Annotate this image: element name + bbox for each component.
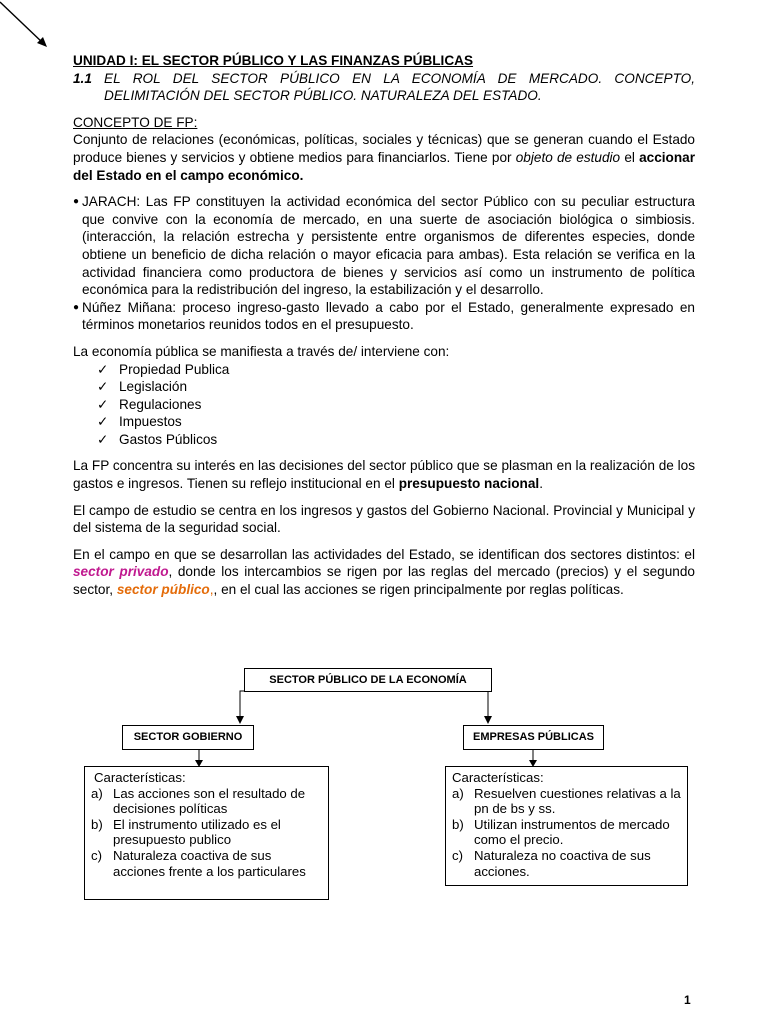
list-item: a) Resuelven cuestiones relativas a la pn de bs y ss. xyxy=(452,785,681,817)
sectores-paragraph: En el campo en que se desarrollan las actividades del Estado, se identifican dos sectores distintos: el sector privado, donde los intercambios se rigen por las reglas del mercado (precios) y el segundo sector, sector público,, en el cual las acciones se rigen principalmente por reglas políticas. xyxy=(73,546,695,598)
list-item: a) Las acciones son el resultado de decisiones políticas xyxy=(91,785,306,817)
section-subtitle-text: EL ROL DEL SECTOR PÚBLICO EN LA ECONOMÍA DE MERCADO. CONCEPTO, DELIMITACIÓN DEL SECTOR PÚBLICO. NATURALEZA DEL ESTADO. xyxy=(104,70,695,104)
empresas-publicas-box: EMPRESAS PÚBLICAS xyxy=(463,725,604,750)
economia-intro: La economía pública se manifiesta a través de/ interviene con: xyxy=(73,343,450,359)
list-item: ✓ Gastos Públicos xyxy=(97,431,218,447)
checkmark-icon: ✓ xyxy=(97,361,109,377)
root-box: SECTOR PÚBLICO DE LA ECONOMÍA xyxy=(244,668,492,692)
list-item: c) Naturaleza no coactiva de sus acciones. xyxy=(452,847,651,879)
list-item: ✓ Propiedad Publica xyxy=(97,361,230,377)
characteristics-list xyxy=(91,786,322,880)
section-number: 1.1 xyxy=(73,70,92,86)
checkmark-icon: ✓ xyxy=(97,396,109,412)
gobierno-characteristics-box xyxy=(84,766,329,900)
checkmark-icon: ✓ xyxy=(97,379,109,395)
list-item: ✓ Regulaciones xyxy=(97,396,202,412)
characteristics-heading: Características: xyxy=(452,770,544,785)
characteristics-heading: Características: xyxy=(94,770,186,785)
bullet-jarach: ● JARACH: Las FP constituyen la actividad económica del sector Público con su peculiar estructura que convive con la economía de mercado, en una suerte de asociación biológica o simbiosis. (interacción, la relación estrecha y persistente entre organismos de diferentes especies, donde obtiene un beneficio de dicha relación o mayor eficacia para ambas). Esta relación se verifica en la actividad financiera como productora de bienes y servicios así como un instrumento de política económica para la redistribución del ingreso, la estabilización y el desarrollo. xyxy=(73,194,695,298)
list-item: b) Utilizan instrumentos de mercado como el precio. xyxy=(452,816,670,848)
sector-gobierno-box: SECTOR GOBIERNO xyxy=(122,725,254,750)
unit-title: UNIDAD I: EL SECTOR PÚBLICO Y LAS FINANZAS PÚBLICAS xyxy=(73,53,474,68)
characteristics-list xyxy=(452,786,681,880)
campo-paragraph: El campo de estudio se centra en los ingresos y gastos del Gobierno Nacional. Provincial y Municipal y del sistema de la seguridad social. xyxy=(73,502,695,536)
checkmark-icon: ✓ xyxy=(97,431,109,447)
bullet-nunez-minana: ● Núñez Miñana: proceso ingreso-gasto llevado a cabo por el Estado, generalmente expresado en términos monetarios reunidos todos en el presupuesto. xyxy=(73,299,695,333)
concepto-paragraph: Conjunto de relaciones (económicas, políticas, sociales y técnicas) que se generan cuando el Estado produce bienes y servicios y obtiene medios para financiarlos. Tiene por objeto de estudio el accionar del Estado en el campo económico. xyxy=(73,132,696,183)
bullet-icon: ● xyxy=(73,196,80,208)
list-item: ✓ Legislación xyxy=(97,379,188,395)
checkmark-icon: ✓ xyxy=(97,414,109,430)
empresas-characteristics-box xyxy=(445,766,688,886)
page-number: 1 xyxy=(684,993,691,1007)
list-item: b) El instrumento utilizado es el presupuesto publico xyxy=(91,816,281,848)
fp-interes-paragraph: La FP concentra su interés en las decisiones del sector público que se plasman en la realización de los gastos e ingresos. Tienen su reflejo institucional en el presupuesto nacional. xyxy=(73,458,695,492)
list-item: ✓ Impuestos xyxy=(97,414,182,430)
bullet-icon: ● xyxy=(73,301,80,313)
sector-publico-term: sector público xyxy=(116,582,210,598)
sector-privado-term: sector privado xyxy=(73,564,169,580)
concepto-heading: CONCEPTO DE FP: xyxy=(73,114,198,130)
list-item: c) Naturaleza coactiva de sus acciones frente a los particulares xyxy=(91,847,306,879)
